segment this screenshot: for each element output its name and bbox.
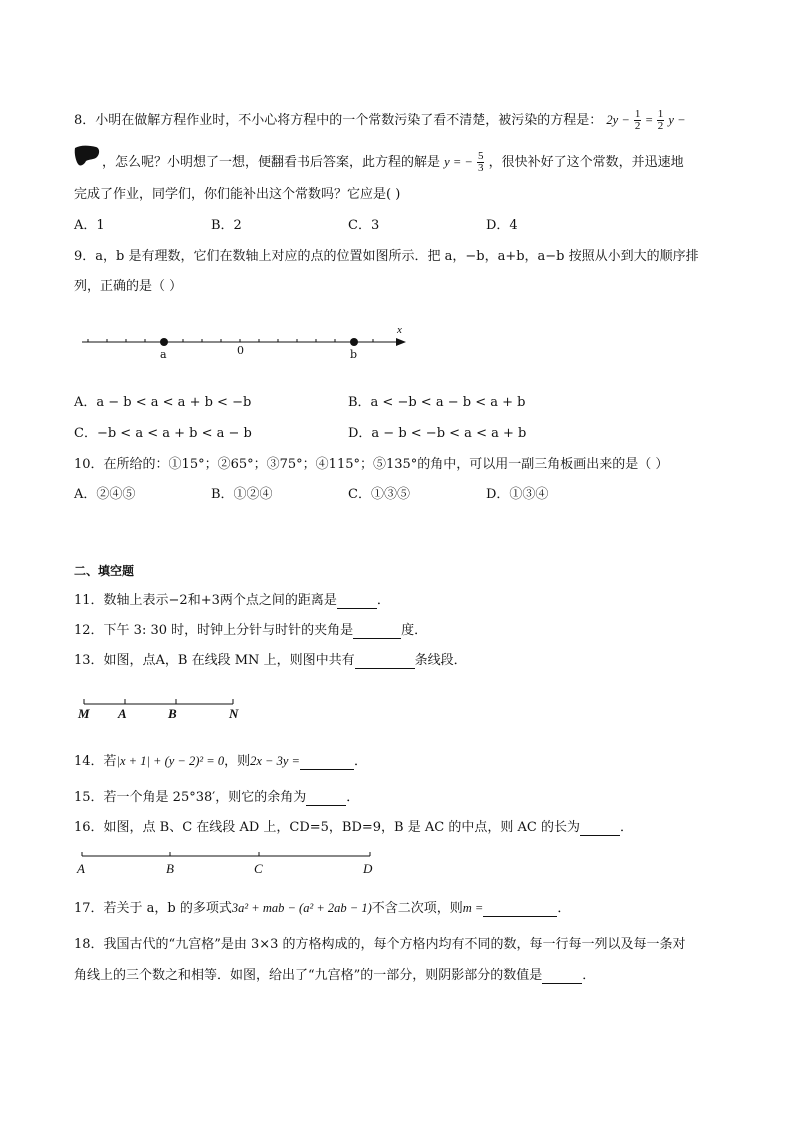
q15-answer-blank[interactable] — [306, 792, 346, 806]
q16-label-a: A — [77, 861, 85, 876]
q8-option-a[interactable]: A．1 — [74, 218, 105, 233]
q8-eq-right: y − — [668, 113, 686, 127]
q8-solution-frac: $\frac{5}{3}$ — [477, 150, 484, 174]
ink-blot-icon — [74, 145, 100, 167]
q17-answer-blank[interactable] — [483, 903, 557, 917]
q14: 14．若|x + 1| + (y − 2)² = 0，则2x − 3y = ． — [74, 754, 367, 769]
q9-option-d[interactable]: D．a − b < −b < a < a + b — [348, 426, 527, 441]
q16-answer-blank[interactable] — [580, 822, 620, 836]
q13-label-m: M — [78, 706, 90, 721]
q9-label-a: a — [160, 348, 167, 361]
q9-option-a[interactable]: A．a − b < a < a + b < −b — [74, 395, 252, 410]
q18-line2: 角线上的三个数之和相等．如图，给出了“九宫格”的一部分，则阴影部分的数值是 ． — [74, 968, 596, 983]
q16: 16．如图，点 B、C 在线段 AD 上，CD=5，BD=9，B 是 AC 的中点，则 AC 的长为 ． — [74, 820, 633, 835]
q8-option-b[interactable]: B．2 — [211, 218, 242, 233]
q11: 11．数轴上表示−2和+3两个点之间的距离是 ． — [74, 593, 390, 608]
q18-answer-blank[interactable] — [542, 970, 582, 984]
q8-option-c[interactable]: C．3 — [348, 218, 380, 233]
q9-point-b-dot — [350, 338, 358, 346]
q16-segment-diagram — [78, 850, 378, 862]
q18-line1: 18．我国古代的“九宫格”是由 3×3 的方格构成的，每个方格内均有不同的数，每一行每一列以及每一条对 — [74, 937, 686, 952]
q8-line3: 完成了作业，同学们，你们能补出这个常数吗？它应是( ) — [74, 187, 401, 202]
q9-point-a-dot — [160, 338, 168, 346]
q10-text: 10．在所给的：①15°；②65°；③75°；④115°；⑤135°的角中，可以用一副三角板画出来的是（ ） — [74, 457, 669, 472]
q9-line1: 9．a，b 是有理数，它们在数轴上对应的点的位置如图所示．把 a，−b，a+b，a−b 按照从小到大的顺序排 — [74, 249, 699, 264]
q11-answer-blank[interactable] — [337, 595, 377, 609]
q13-label-n: N — [229, 706, 239, 721]
q8-line1: 8．小明在做解方程作业时，不小心将方程中的一个常数污染了看不清楚，被污染的方程是： 2y − $\frac{1}{2}$ = $\frac{1}{2}$ y − — [74, 108, 686, 132]
q8-frac-1: $\frac{1}{2}$ — [634, 108, 641, 132]
q13-label-b: B — [168, 706, 177, 721]
q8-line2: ，怎么呢？小明想了一想，便翻看书后答案，此方程的解是 y = − $\frac{5}{3}$ ，很快补好了这个常数，并迅速地 — [102, 150, 684, 174]
q10-option-d[interactable]: D．①③④ — [486, 487, 549, 502]
q8-option-d[interactable]: D．4 — [486, 218, 518, 233]
q8-frac-2: $\frac{1}{2}$ — [657, 108, 664, 132]
q10-option-a[interactable]: A．②④⑤ — [74, 487, 136, 502]
q10-option-c[interactable]: C．①③⑤ — [348, 487, 410, 502]
q9-label-b: b — [350, 348, 358, 361]
q17: 17．若关于 a，b 的多项式3a² + mab − (a² + 2ab − 1)不含二次项，则m = ． — [74, 901, 571, 916]
q16-label-b: B — [166, 861, 174, 876]
q9-option-c[interactable]: C．−b < a < a + b < a − b — [74, 426, 252, 441]
q12: 12．下午 3: 30 时，时钟上分针与时针的夹角是 度． — [74, 623, 428, 638]
q9-line2: 列，正确的是（ ） — [74, 279, 183, 294]
q13: 13．如图，点A，B 在线段 MN 上，则图中共有 条线段． — [74, 653, 467, 668]
q9-option-b[interactable]: B．a < −b < a − b < a + b — [348, 395, 526, 410]
q9-axis-label: x — [397, 324, 402, 336]
q13-segment-diagram — [80, 696, 240, 710]
q10-option-b[interactable]: B．①②④ — [211, 487, 273, 502]
q15: 15．若一个角是 25°38′，则它的余角为 ． — [74, 790, 360, 805]
q14-answer-blank[interactable] — [300, 756, 354, 770]
q8-eq-mid: = — [645, 113, 653, 127]
q16-label-c: C — [254, 861, 263, 876]
q13-answer-blank[interactable] — [355, 655, 415, 669]
q12-answer-blank[interactable] — [353, 625, 401, 639]
q16-label-d: D — [363, 861, 373, 876]
q13-label-a: A — [118, 706, 127, 721]
q8-eq-left: 2y − — [606, 113, 630, 127]
q9-label-zero: 0 — [237, 344, 244, 357]
section-title: 二、填空题 — [74, 564, 135, 578]
q9-number-line — [80, 322, 410, 362]
